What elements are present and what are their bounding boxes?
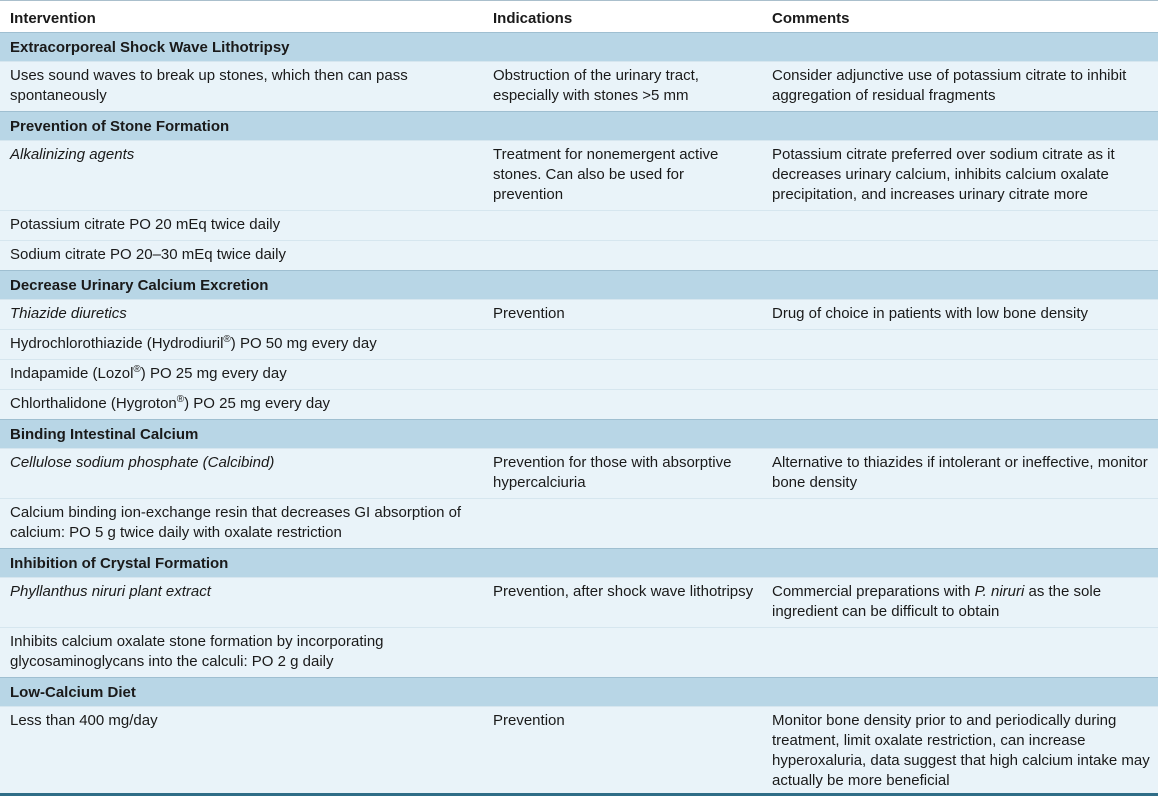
intervention-cell: Less than 400 mg/day <box>10 712 158 729</box>
section-title: Inhibition of Crystal Formation <box>10 554 229 572</box>
section-title: Decrease Urinary Calcium Excretion <box>10 276 269 294</box>
registered-mark: ® <box>133 364 141 375</box>
registered-mark: ® <box>176 394 185 405</box>
table-row <box>0 240 1158 270</box>
indications-cell <box>483 241 762 270</box>
registered-mark: ® <box>223 334 231 345</box>
comments-cell: Alternative to thiazides if intolerant or ineffective, monitor bone density <box>772 454 1148 491</box>
table-row <box>0 389 1158 419</box>
section-title: Extracorporeal Shock Wave Lithotripsy <box>10 38 290 56</box>
section-header-row <box>0 111 1158 140</box>
comments-cell: Commercial preparations with P. niruri as the sole ingredient can be difficult to obtain <box>772 583 1102 620</box>
table-row <box>0 329 1158 359</box>
comments-cell <box>762 330 1158 359</box>
indications-cell <box>483 360 762 389</box>
comments-cell: Consider adjunctive use of potassium citrate to inhibit aggregation of residual fragments <box>772 67 1127 104</box>
table-row <box>0 498 1158 548</box>
header-intervention: Intervention <box>10 9 96 27</box>
comments-cell <box>762 628 1158 677</box>
comments-cell: Potassium citrate preferred over sodium citrate as it decreases urinary calcium, inhibits calcium oxalate precipitation, and increases urinary citrate more <box>772 146 1115 203</box>
intervention-cell: Uses sound waves to break up stones, which then can pass spontaneously <box>10 67 408 104</box>
intervention-cell: Chlorthalidone (Hygroton®) PO 25 mg every day <box>10 394 331 412</box>
section-header-row <box>0 32 1158 61</box>
section-title: Low-Calcium Diet <box>10 683 136 701</box>
intervention-cell: Sodium citrate PO 20–30 mEq twice daily <box>10 246 286 263</box>
comments-cell <box>762 360 1158 389</box>
section-title: Binding Intestinal Calcium <box>10 425 199 443</box>
table-row <box>0 577 1158 627</box>
comments-cell <box>762 211 1158 240</box>
intervention-cell: Inhibits calcium oxalate stone formation by incorporating glycosaminoglycans into the calculi: PO 2 g daily <box>10 633 384 670</box>
indications-cell <box>483 628 762 677</box>
section-header-row <box>0 548 1158 577</box>
table-row <box>0 299 1158 329</box>
indications-cell: Obstruction of the urinary tract, especially with stones >5 mm <box>493 67 699 104</box>
table-row <box>0 448 1158 498</box>
bottom-rule <box>0 793 1158 796</box>
indications-cell <box>483 390 762 419</box>
table-row <box>0 627 1158 677</box>
section-header-row <box>0 419 1158 448</box>
comments-cell: Drug of choice in patients with low bone density <box>772 305 1089 322</box>
intervention-cell: Calcium binding ion-exchange resin that decreases GI absorption of calcium: PO 5 g twice daily with oxalate restriction <box>10 504 462 541</box>
indications-cell <box>483 211 762 240</box>
comments-cell <box>762 241 1158 270</box>
indications-cell: Prevention, after shock wave lithotripsy <box>493 583 754 600</box>
indications-cell: Prevention for those with absorptive hypercalciuria <box>493 454 732 491</box>
table-row <box>0 210 1158 240</box>
indications-cell: Prevention <box>493 305 565 322</box>
table-row <box>0 61 1158 111</box>
header-indications: Indications <box>493 9 573 27</box>
indications-cell <box>483 330 762 359</box>
intervention-cell: Phyllanthus niruri plant extract <box>10 583 211 600</box>
species-name: P. niruri <box>974 583 1025 600</box>
intervention-cell: Alkalinizing agents <box>10 146 135 163</box>
intervention-cell: Cellulose sodium phosphate (Calcibind) <box>10 454 275 471</box>
table-row <box>0 140 1158 210</box>
intervention-cell: Potassium citrate PO 20 mEq twice daily <box>10 216 281 233</box>
section-title: Prevention of Stone Formation <box>10 117 230 135</box>
section-header-row <box>0 270 1158 299</box>
indications-cell: Prevention <box>493 712 565 729</box>
table-row <box>0 706 1158 796</box>
intervention-cell: Thiazide diuretics <box>10 305 127 322</box>
indications-cell: Treatment for nonemergent active stones. Can also be used for prevention <box>493 146 719 203</box>
comments-cell <box>762 499 1158 548</box>
section-header-row <box>0 677 1158 706</box>
indications-cell <box>483 499 762 548</box>
table-body <box>0 32 1158 796</box>
comments-cell: Monitor bone density prior to and periodically during treatment, limit oxalate restriction, can increase hyperoxaluria, data suggest that high calcium intake may actually be more beneficial <box>772 712 1150 789</box>
header-comments: Comments <box>772 9 850 27</box>
comments-cell <box>762 390 1158 419</box>
table-header-row <box>0 4 1158 32</box>
table-row <box>0 359 1158 389</box>
intervention-cell: Indapamide (Lozol®) PO 25 mg every day <box>10 364 287 382</box>
intervention-cell: Hydrochlorothiazide (Hydrodiuril®) PO 50 mg every day <box>10 334 377 352</box>
